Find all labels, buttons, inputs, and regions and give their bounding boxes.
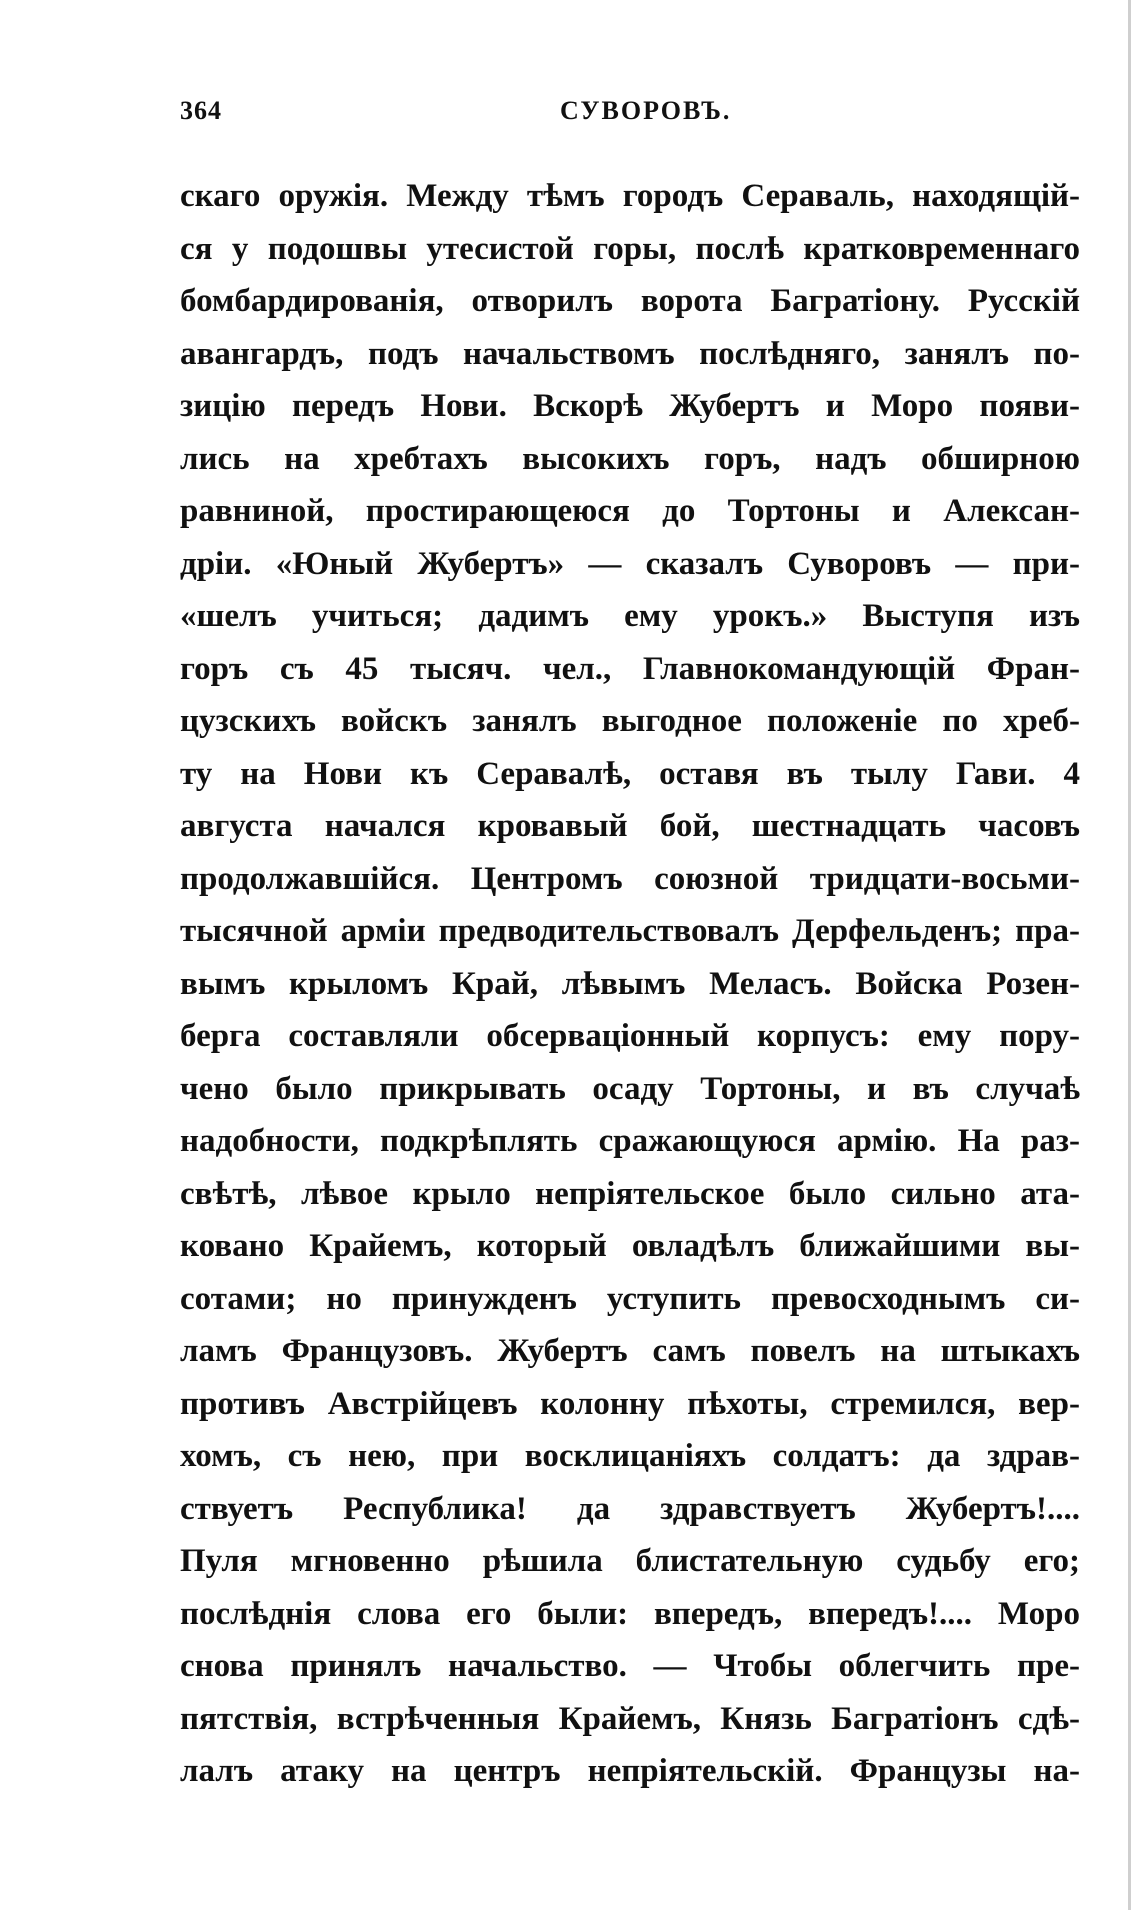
text-line: ствуетъ Республика! да здравствуетъ Жубертъ!.... bbox=[180, 1490, 1080, 1527]
text-line: ту на Нови къ Серавалѣ, оставя въ тылу Гави. 4 bbox=[180, 755, 1080, 792]
text-line: свѣтѣ, лѣвое крыло непріятельское было сильно ата- bbox=[180, 1175, 1080, 1212]
text-line: Пуля мгновенно рѣшила блистательную судьбу его; bbox=[180, 1543, 1080, 1579]
text-line: послѣднія слова его были: впередъ, впередъ!.... Моро bbox=[180, 1595, 1080, 1632]
text-line: надобности, подкрѣплять сражающуюся армію. На раз- bbox=[180, 1123, 1080, 1159]
text-line: чено было прикрывать осаду Тортоны, и въ случаѣ bbox=[180, 1070, 1080, 1107]
text-line: вымъ крыломъ Край, лѣвымъ Меласъ. Войска Розен- bbox=[180, 965, 1080, 1002]
text-line: цузскихъ войскъ занялъ выгодное положеніе по хреб- bbox=[180, 703, 1080, 739]
body-text bbox=[180, 170, 1080, 1798]
text-line: пятствія, встрѣченныя Крайемъ, Князь Багратіонъ сдѣ- bbox=[180, 1700, 1080, 1737]
text-line: лись на хребтахъ высокихъ горъ, надъ обширною bbox=[180, 440, 1080, 477]
text-line: авангардъ, подъ начальствомъ послѣдняго, занялъ по- bbox=[180, 335, 1080, 372]
text-line: снова принялъ начальство. — Чтобы облегчить пре- bbox=[180, 1648, 1080, 1684]
page-edge-divider bbox=[1128, 0, 1131, 1910]
text-line: берга составляли обсерваціонный корпусъ: ему пору- bbox=[180, 1018, 1080, 1054]
text-line: лалъ атаку на центръ непріятельскій. Французы на- bbox=[180, 1753, 1080, 1789]
text-line: тысячной арміи предводительствовалъ Дерфельденъ; пра- bbox=[180, 913, 1080, 949]
text-line: августа начался кровавый бой, шестнадцать часовъ bbox=[180, 808, 1080, 844]
text-line: скаго оружія. Между тѣмъ городъ Сераваль, находящій- bbox=[180, 178, 1080, 214]
text-line: противъ Австрійцевъ колонну пѣхоты, стремился, вер- bbox=[180, 1385, 1080, 1422]
text-line: горъ съ 45 тысяч. чел., Главнокомандующій Фран- bbox=[180, 650, 1080, 687]
text-line: хомъ, съ нею, при восклицаніяхъ солдатъ: да здрав- bbox=[180, 1438, 1080, 1474]
text-line: дріи. «Юный Жубертъ» — сказалъ Суворовъ — при- bbox=[180, 545, 1080, 582]
text-line: ламъ Французовъ. Жубертъ самъ повелъ на штыкахъ bbox=[180, 1333, 1080, 1369]
text-line: сотами; но принужденъ уступить превосходнымъ си- bbox=[180, 1280, 1080, 1317]
text-line: ся у подошвы утесистой горы, послѣ кратковременнаго bbox=[180, 230, 1080, 267]
running-title: СУВОРОВЪ. bbox=[560, 96, 732, 125]
running-head bbox=[180, 96, 1080, 136]
text-line: ковано Крайемъ, который овладѣлъ ближайшими вы- bbox=[180, 1228, 1080, 1264]
text-line: «шелъ учиться; дадимъ ему урокъ.» Выступя изъ bbox=[180, 598, 1080, 634]
page-number: 364 bbox=[180, 96, 222, 125]
text-line: продолжавшійся. Центромъ союзной тридцати-восьми- bbox=[180, 860, 1080, 897]
text-line: бомбардированія, отворилъ ворота Багратіону. Русскій bbox=[180, 283, 1080, 319]
text-line: равниной, простирающеюся до Тортоны и Алексан- bbox=[180, 493, 1080, 529]
text-line: зицію передъ Нови. Вскорѣ Жубертъ и Моро появи- bbox=[180, 388, 1080, 424]
